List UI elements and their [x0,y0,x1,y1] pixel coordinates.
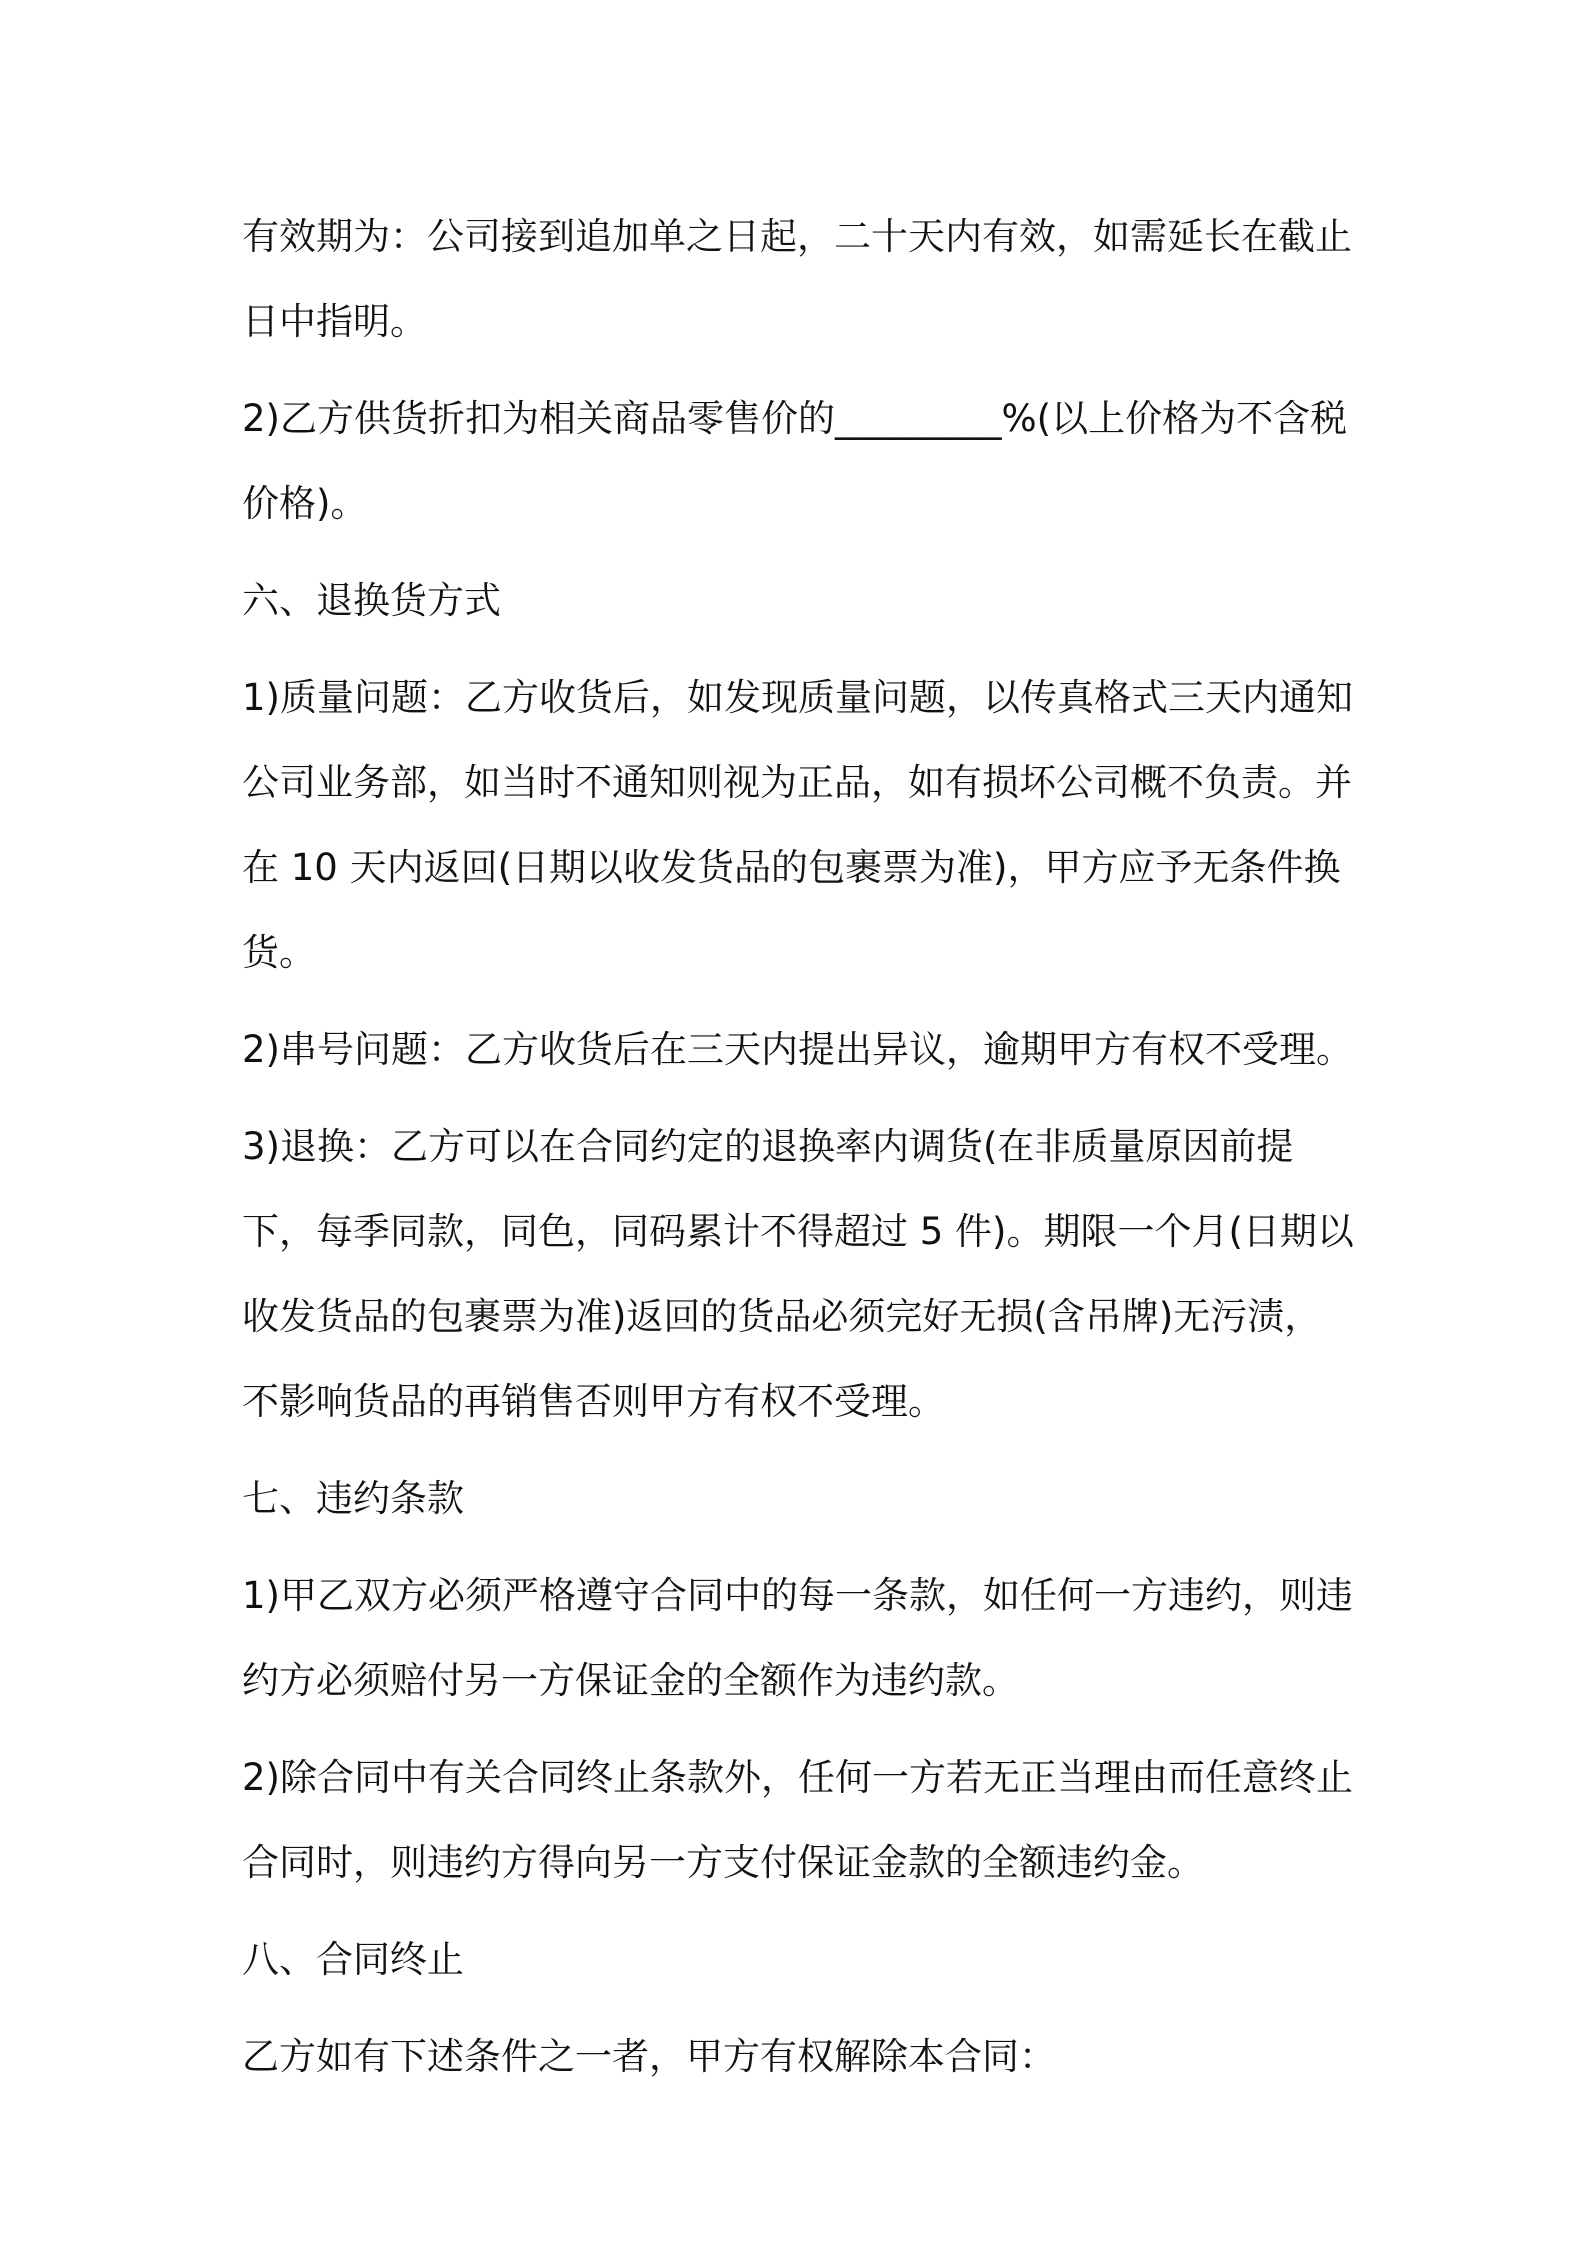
paragraph-unilateral-termination: 2)除合同中有关合同终止条款外，任何一方若无正当理由而任意终止合同时，则违约方得向另一方支付保证金款的全额违约金。 [242,1756,1353,1884]
paragraph-return-exchange: 3)退换：乙方可以在合同约定的退换率内调货(在非质量原因前提下，每季同款，同色，同码累计不得超过 5 件)。期限一个月(日期以收发货品的包裹票为准)返回的货品必须完好无损(含吊牌)无污渍，不影响货品的再销售否则甲方有权不受理。 [242,1125,1354,1423]
paragraph-termination-conditions: 乙方如有下述条件之一者，甲方有权解除本合同： [242,2035,1056,2078]
document-body [242,194,1357,2111]
paragraph-supply-discount: 2)乙方供货折扣为相关商品零售价的_________%(以上价格为不含税价格)。 [242,397,1348,525]
section-heading-return-exchange: 六、退换货方式 [242,579,501,622]
paragraph-breach-compensation: 1)甲乙双方必须严格遵守合同中的每一条款，如任何一方违约，则违约方必须赔付另一方保证金的全额作为违约款。 [242,1574,1353,1702]
section-heading-breach-terms: 七、违约条款 [242,1477,464,1520]
paragraph-serial-number-issue: 2)串号问题：乙方收货后在三天内提出异议，逾期甲方有权不受理。 [242,1028,1353,1071]
paragraph-validity-period: 有效期为：公司接到追加单之日起，二十天内有效，如需延长在截止日中指明。 [242,215,1352,343]
section-heading-contract-termination: 八、合同终止 [242,1938,464,1981]
paragraph-quality-issue: 1)质量问题：乙方收货后，如发现质量问题，以传真格式三天内通知公司业务部，如当时不通知则视为正品，如有损坏公司概不负责。并在 10 天内返回(日期以收发货品的包裹票为准)，甲方应予无条件换货。 [242,676,1353,974]
